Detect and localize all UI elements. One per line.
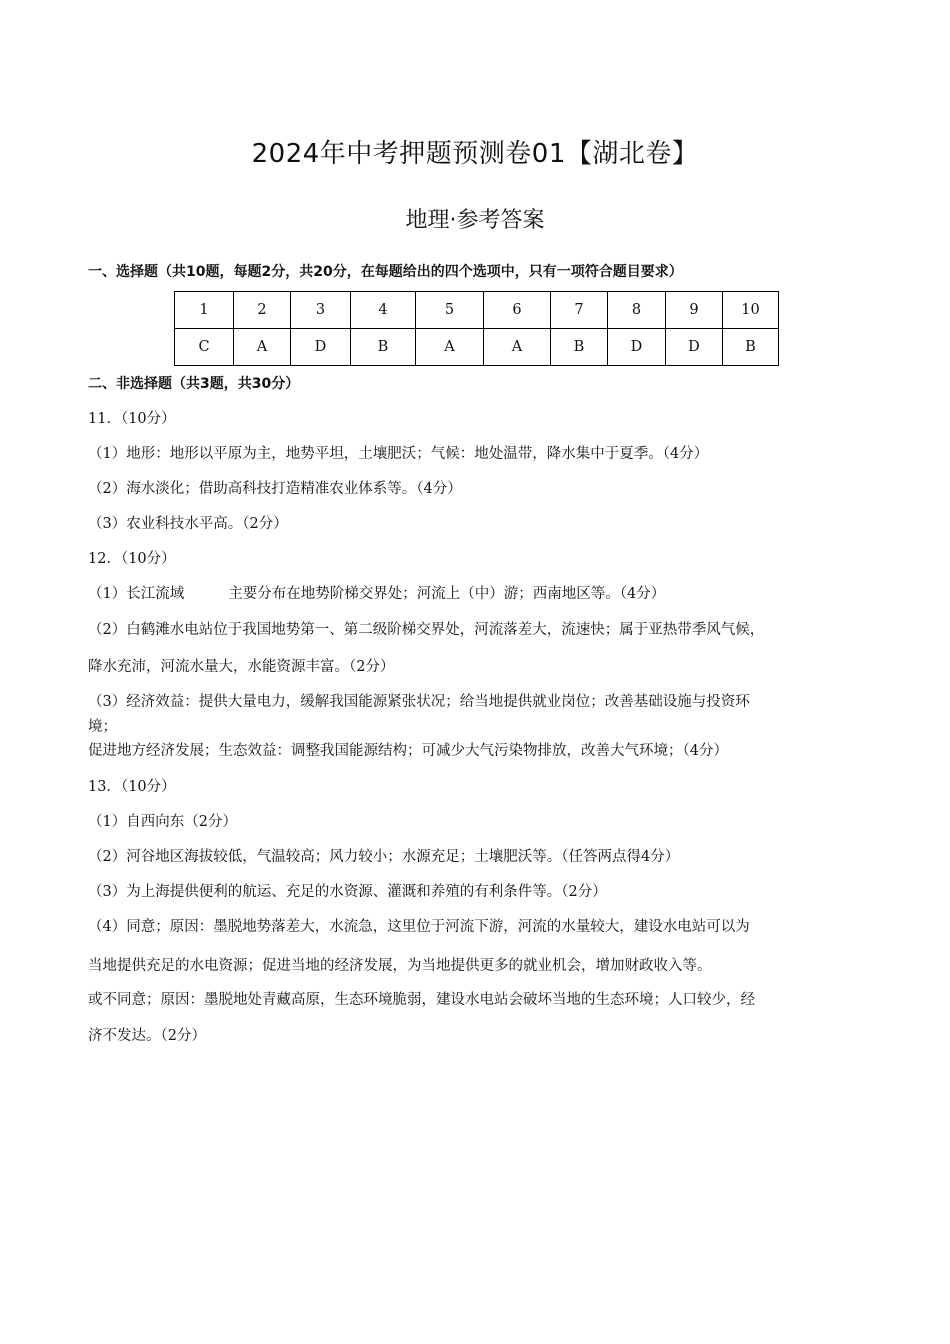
table-cell-number: 6: [484, 292, 551, 329]
q12-answer-1: [88, 582, 665, 603]
q11-label: 11．（10分）: [88, 411, 176, 427]
document-title: 2024年中考押题预测卷01【湖北卷】: [251, 139, 699, 169]
q11-answer-1: （1）地形：地形以平原为主，地势平坦，土壤肥沃；气候：地处温带，降水集中于夏季。（4分）: [88, 446, 709, 462]
q11-answer-3: （3）农业科技水平高。（2分）: [88, 516, 288, 532]
q13-answer-4-line3: 或不同意；原因：墨脱地处青藏高原，生态环境脆弱，建设水电站会破坏当地的生态环境；人口较少，经: [88, 992, 755, 1008]
table-cell-number: 4: [351, 292, 416, 329]
table-cell-answer: C: [175, 329, 234, 366]
q12-answer-2-line2: 降水充沛，河流水量大，水能资源丰富。（2分）: [88, 659, 395, 675]
table-cell-number: 10: [723, 292, 779, 329]
q12-answer-1-part2: 主要分布在地势阶梯交界处；河流上（中）游；西南地区等。（4分）: [228, 586, 666, 602]
document-subtitle: 地理·参考答案: [405, 208, 545, 233]
table-cell-number: 2: [234, 292, 291, 329]
q13-answer-3: （3）为上海提供便利的航运、充足的水资源、灌溉和养殖的有利条件等。（2分）: [88, 884, 607, 900]
table-cell-answer: D: [666, 329, 723, 366]
q13-answer-4-line1: （4）同意；原因：墨脱地势落差大，水流急，这里位于河流下游，河流的水量较大，建设水电站可以为: [88, 919, 750, 935]
section1-heading: 一、选择题（共10题，每题2分，共20分，在每题给出的四个选项中，只有一项符合题目要求）: [88, 264, 683, 280]
table-cell-answer: B: [723, 329, 779, 366]
q13-answer-1: （1）自西向东（2分）: [88, 814, 237, 830]
table-cell-answer: A: [234, 329, 291, 366]
q13-answer-4-line2: 当地提供充足的水电资源；促进当地的经济发展，为当地提供更多的就业机会，增加财政收入等。: [88, 958, 712, 974]
table-cell-answer: D: [291, 329, 351, 366]
table-cell-answer: A: [416, 329, 484, 366]
q13-answer-2: （2）河谷地区海拔较低，气温较高；风力较小；水源充足；土壤肥沃等。（任答两点得4分）: [88, 849, 680, 865]
table-cell-number: 3: [291, 292, 351, 329]
table-cell-number: 8: [608, 292, 666, 329]
q13-label: 13．（10分）: [88, 779, 176, 795]
q12-answer-2-line1: （2）白鹤滩水电站位于我国地势第一、第二级阶梯交界处，河流落差大，流速快；属于亚热带季风气候，: [88, 622, 765, 638]
q11-answer-2: （2）海水淡化；借助高科技打造精准农业体系等。（4分）: [88, 481, 462, 497]
q13-answer-4-line4: 济不发达。（2分）: [88, 1028, 206, 1044]
q12-answer-1-part1: （1）长江流域: [88, 586, 185, 602]
q12-answer-3-line1: （3）经济效益：提供大量电力，缓解我国能源紧张状况；给当地提供就业岗位；改善基础设施与投资环: [88, 694, 750, 710]
answer-table-answer-row: [175, 329, 779, 366]
table-cell-answer: A: [484, 329, 551, 366]
table-cell-answer: B: [551, 329, 608, 366]
table-cell-number: 9: [666, 292, 723, 329]
table-cell-number: 1: [175, 292, 234, 329]
table-cell-number: 5: [416, 292, 484, 329]
q12-answer-3-line2: 境；: [88, 719, 117, 735]
section2-heading: 二、非选择题（共3题，共30分）: [88, 376, 300, 392]
q12-label: 12．（10分）: [88, 551, 176, 567]
table-cell-answer: B: [351, 329, 416, 366]
table-cell-number: 7: [551, 292, 608, 329]
answer-table: [174, 291, 779, 366]
table-cell-answer: D: [608, 329, 666, 366]
answer-table-number-row: [175, 292, 779, 329]
q12-answer-3-line3: 促进地方经济发展；生态效益：调整我国能源结构；可减少大气污染物排放，改善大气环境；（4分）: [88, 743, 728, 759]
